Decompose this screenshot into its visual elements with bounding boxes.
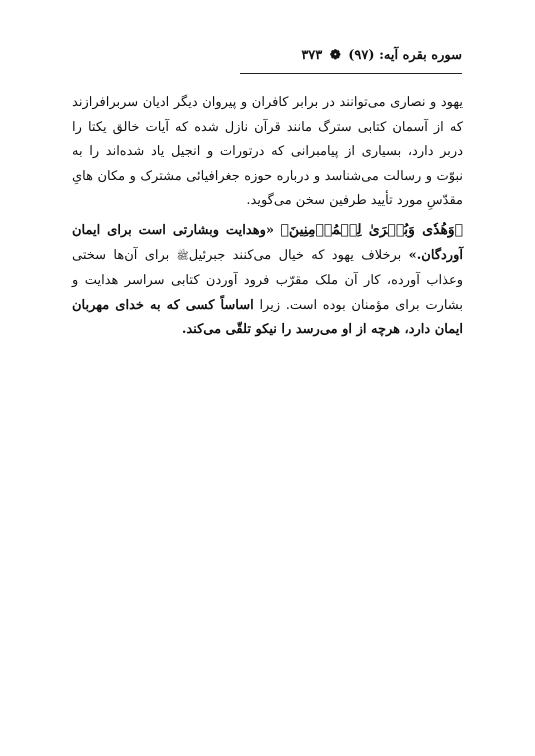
quran-verse-phrase: ﴿وَهُدٗى وَبُشۡرَىٰ لِلۡمُؤۡمِنِينَ﴾: [280, 221, 463, 238]
paragraph-1-text: یهود و نصاری می‌توانند در برابر کافران و پیروان دیگر ادیان سربرافرازند که از آسمان کتابی سترگ مانند قرآن نازل شده که آیات خالق یکتا را دربر دارد، بسیاری از پیامبرانی که درتورات و انجیل یاد شده‌اند را به نبوّت و رسالت می‌شناسد و درباره حوزه جغرافیائی مشترک و مکان هایِ مقدّسِ مورد تأیید طرفین سخن می‌گوید.: [72, 95, 463, 209]
paragraph-1: [72, 91, 463, 214]
header-divider: [240, 73, 462, 74]
page-number: ۳۷۳: [301, 48, 323, 63]
page-header: [70, 46, 462, 66]
verse-translation: «وهدایت وبشارتی است برای ایمان آوردگان.»: [72, 222, 463, 263]
salutation-icon: ﷺ: [176, 250, 189, 262]
commentary-text-2: برای آن‌ها سختی وعذاب آورده، کار آن ملک مقرّب فرود آوردن کتابی سراسر هدایت و بشارت برای مؤمنان بوده است. زیرا: [72, 247, 464, 313]
commentary-bold-ending: اساساً کسی که به خدای مهربان ایمان دارد، هرچه از او می‌رسد را نیکو تلقّی می‌کند.: [72, 297, 463, 338]
commentary-text-1: برخلاف یهود که خیال می‌کنند جبرئیل: [188, 247, 402, 263]
surah-label: سوره بقره آیه:: [379, 48, 462, 63]
ornament-icon: ❁: [329, 48, 341, 63]
body-text: [72, 91, 463, 343]
paragraph-2: [72, 218, 463, 343]
ayah-number: (۹۷): [348, 48, 375, 63]
